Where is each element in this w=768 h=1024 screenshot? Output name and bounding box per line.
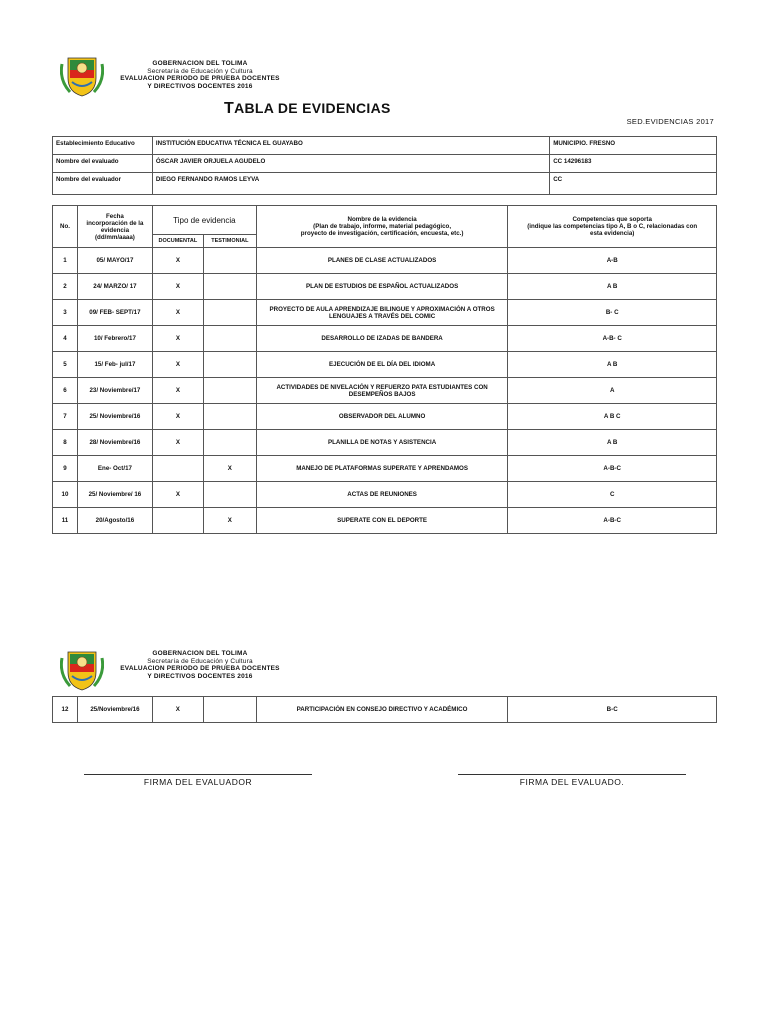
row-no: 12 <box>53 697 78 723</box>
row-competencias: A-B <box>508 248 717 274</box>
table-row <box>53 508 717 534</box>
header-line-4: Y DIRECTIVOS DOCENTES 2016 <box>147 672 253 680</box>
row-fecha: 25/ Noviembre/16 <box>77 404 152 430</box>
col-header-nombre-line: proyecto de investigación, certificación, encuesta, etc.) <box>300 230 464 237</box>
row-fecha: 23/ Noviembre/17 <box>77 378 152 404</box>
row-fecha: 24/ MARZO/ 17 <box>77 274 152 300</box>
document-code: SED.EVIDENCIAS 2017 <box>626 117 714 126</box>
tolima-crest-logo <box>60 648 104 692</box>
col-header-tipo: Tipo de evidencia <box>152 206 256 235</box>
table-row <box>53 300 717 326</box>
header-line-2: Secretaría de Educación y Cultura <box>147 657 253 665</box>
signature-label-evaluado: FIRMA DEL EVALUADO. <box>519 777 625 787</box>
table-row <box>53 430 717 456</box>
col-header-testimonial: TESTIMONIAL <box>203 235 256 248</box>
row-competencias: B-C <box>508 697 717 723</box>
row-competencias: A B C <box>508 404 717 430</box>
row-fecha: Ene- Oct/17 <box>77 456 152 482</box>
header-institution-block-2 <box>100 650 300 680</box>
row-nombre: ACTAS DE REUNIONES <box>256 482 508 508</box>
row-documental <box>152 456 203 482</box>
col-header-no: No. <box>53 206 78 248</box>
header-line-2: Secretaría de Educación y Cultura <box>147 67 253 75</box>
row-documental: X <box>152 482 203 508</box>
table-row <box>53 274 717 300</box>
row-no: 9 <box>53 456 78 482</box>
evaluador-value: DIEGO FERNANDO RAMOS LEYVA <box>152 173 549 195</box>
row-documental: X <box>152 274 203 300</box>
title-first-letter: T <box>224 100 235 117</box>
table-row <box>53 352 717 378</box>
establecimiento-value: INSTITUCIÓN EDUCATIVA TÉCNICA EL GUAYABO <box>152 137 549 155</box>
col-header-comp-line: Competencias que soporta <box>572 216 652 223</box>
row-testimonial <box>203 300 256 326</box>
evaluado-value: ÓSCAR JAVIER ORJUELA AGUDELO <box>152 155 549 173</box>
municipio-value: MUNICIPIO. FRESNO <box>550 137 717 155</box>
header-institution-block <box>100 60 300 90</box>
evaluador-label: Nombre del evaluador <box>53 173 153 195</box>
row-fecha: 20/Agosto/16 <box>77 508 152 534</box>
table-row <box>53 248 717 274</box>
row-no: 1 <box>53 248 78 274</box>
row-documental: X <box>152 352 203 378</box>
evidence-table <box>52 205 717 534</box>
row-no: 2 <box>53 274 78 300</box>
row-documental <box>152 508 203 534</box>
row-nombre: PLANILLA DE NOTAS Y ASISTENCIA <box>256 430 508 456</box>
evaluado-label: Nombre del evaluado <box>53 155 153 173</box>
row-competencias: A-B-C <box>508 456 717 482</box>
col-header-fecha-line: (dd/mm/aaaa) <box>94 233 135 241</box>
row-competencias: A <box>508 378 717 404</box>
signature-label-evaluador: FIRMA DEL EVALUADOR <box>143 777 253 787</box>
row-testimonial <box>203 326 256 352</box>
header-line-1: GOBERNACION DEL TOLIMA <box>152 650 248 657</box>
row-testimonial <box>203 697 256 723</box>
row-fecha: 09/ FEB- SEPT/17 <box>77 300 152 326</box>
tolima-crest-logo <box>60 54 104 98</box>
row-testimonial <box>203 482 256 508</box>
table-row <box>53 482 717 508</box>
row-nombre: MANEJO DE PLATAFORMAS SUPERATE Y APRENDAMOS <box>256 456 508 482</box>
row-testimonial <box>203 430 256 456</box>
row-fecha: 25/Noviembre/16 <box>77 697 152 723</box>
row-documental: X <box>152 430 203 456</box>
row-fecha: 10/ Febrero/17 <box>77 326 152 352</box>
header-line-3: EVALUACION PERIODO DE PRUEBA DOCENTES <box>120 665 280 672</box>
table-row <box>53 456 717 482</box>
header-line-3: EVALUACION PERIODO DE PRUEBA DOCENTES <box>120 75 280 82</box>
col-header-documental: DOCUMENTAL <box>152 235 203 248</box>
col-header-comp-line: esta evidencia) <box>590 230 635 237</box>
evaluador-cc: CC <box>550 173 717 195</box>
evidence-table-continued <box>52 696 717 723</box>
row-nombre: PLANES DE CLASE ACTUALIZADOS <box>256 248 508 274</box>
row-documental: X <box>152 326 203 352</box>
row-nombre: DESARROLLO DE IZADAS DE BANDERA <box>256 326 508 352</box>
page-title <box>224 100 391 118</box>
header-line-4: Y DIRECTIVOS DOCENTES 2016 <box>147 82 253 90</box>
row-no: 10 <box>53 482 78 508</box>
title-rest: ABLA DE EVIDENCIAS <box>234 100 391 116</box>
row-nombre: ACTIVIDADES DE NIVELACIÓN Y REFUERZO PATA ESTUDIANTES CON DESEMPEÑOS BAJOS <box>256 378 508 404</box>
row-competencias: A-B- C <box>508 326 717 352</box>
row-testimonial: X <box>203 508 256 534</box>
info-table <box>52 136 717 195</box>
row-no: 8 <box>53 430 78 456</box>
row-documental: X <box>152 300 203 326</box>
row-no: 4 <box>53 326 78 352</box>
establecimiento-label: Establecimiento Educativo <box>53 137 153 155</box>
row-documental: X <box>152 697 203 723</box>
header-line-1: GOBERNACION DEL TOLIMA <box>152 60 248 67</box>
table-row <box>53 326 717 352</box>
table-row <box>53 697 717 723</box>
row-testimonial <box>203 274 256 300</box>
row-fecha: 25/ Noviembre/ 16 <box>77 482 152 508</box>
col-header-nombre <box>256 206 508 248</box>
row-nombre: OBSERVADOR DEL ALUMNO <box>256 404 508 430</box>
row-testimonial <box>203 378 256 404</box>
col-header-fecha-line: Fecha <box>105 212 124 220</box>
evidence-rows <box>53 248 717 534</box>
col-header-fecha-line: evidencia <box>100 226 130 234</box>
col-header-comp-line: (indique las competencias tipo A, B o C, relacionadas con <box>527 223 698 230</box>
row-documental: X <box>152 378 203 404</box>
row-fecha: 15/ Feb- jul/17 <box>77 352 152 378</box>
col-header-nombre-line: (Plan de trabajo, informe, material pedagógico, <box>313 223 452 230</box>
table-row <box>53 378 717 404</box>
row-documental: X <box>152 248 203 274</box>
signature-line-evaluado <box>458 774 686 775</box>
row-testimonial <box>203 248 256 274</box>
row-testimonial <box>203 404 256 430</box>
row-fecha: 05/ MAYO/17 <box>77 248 152 274</box>
row-nombre: PARTICIPACIÓN EN CONSEJO DIRECTIVO Y ACADÉMICO <box>256 697 508 723</box>
row-no: 5 <box>53 352 78 378</box>
table-row <box>53 404 717 430</box>
evaluado-cc: CC 14296183 <box>550 155 717 173</box>
row-testimonial: X <box>203 456 256 482</box>
row-nombre: SUPERATE CON EL DEPORTE <box>256 508 508 534</box>
row-no: 3 <box>53 300 78 326</box>
row-testimonial <box>203 352 256 378</box>
row-competencias: A B <box>508 430 717 456</box>
row-fecha: 28/ Noviembre/16 <box>77 430 152 456</box>
row-competencias: A B <box>508 352 717 378</box>
row-competencias: A-B-C <box>508 508 717 534</box>
col-header-nombre-line: Nombre de la evidencia <box>347 216 417 223</box>
row-no: 11 <box>53 508 78 534</box>
row-competencias: C <box>508 482 717 508</box>
col-header-competencias <box>508 206 717 248</box>
row-no: 7 <box>53 404 78 430</box>
row-documental: X <box>152 404 203 430</box>
row-nombre: PROYECTO DE AULA APRENDIZAJE BILINGUE Y APROXIMACIÓN A OTROS LENGUAJES A TRAVÉS DEL COMIC <box>256 300 508 326</box>
row-nombre: PLAN DE ESTUDIOS DE ESPAÑOL ACTUALIZADOS <box>256 274 508 300</box>
col-header-fecha <box>77 206 152 248</box>
signature-line-evaluador <box>84 774 312 775</box>
row-competencias: B- C <box>508 300 717 326</box>
row-no: 6 <box>53 378 78 404</box>
row-nombre: EJECUCIÓN DE EL DÍA DEL IDIOMA <box>256 352 508 378</box>
row-competencias: A B <box>508 274 717 300</box>
col-header-fecha-line: incorporación de la <box>86 219 144 227</box>
